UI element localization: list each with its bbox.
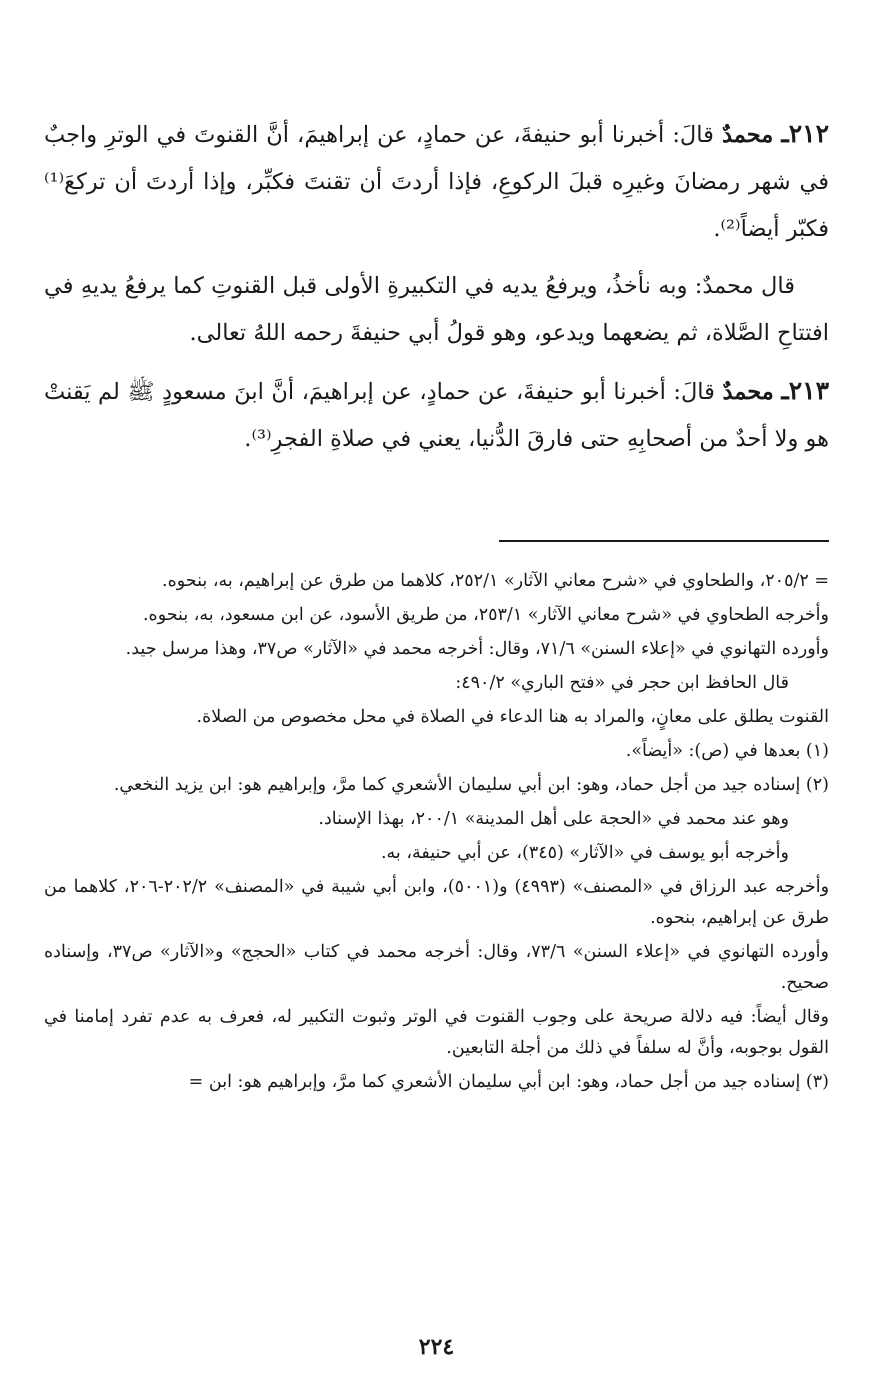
footnote-line: وقال أيضاً: فيه دلالة صريحة على وجوب القنوت في الوتر وثبوت التكبير له، فعرف به عدم تفرد إمامنا في القول بوجوبه، وأنَّ له سلفاً في ذلك من أجلة التابعين. [44,1007,829,1058]
footnote-1: (١) بعدها في (ص): «أيضاً». [625,741,829,761]
muhammad-comment [44,263,829,357]
narrator-name: محمدٌ [721,122,774,148]
narrator-name: محمدٌ [722,379,774,405]
hadith-212 [44,110,829,253]
footnote-line: وأخرجه أبو يوسف في «الآثار» (٣٤٥)، عن أبي حنيفة، به. [380,843,789,863]
footnotes [44,566,829,1101]
hadith-number: ٢١٢ـ [781,119,830,148]
hadith-text: قالَ: أخبرنا أبو حنيفةَ، عن حمادٍ، عن إبراهيمَ، أنَّ ابنَ مسعودٍ ﷺ لم يَقنتْ هو ولا أحدٌ من أصحابِهِ حتى فارقَ الدُّنيا، يعني في صلاةِ الفجرِ⁽³⁾. [44,379,829,452]
footnote-divider [499,540,829,542]
footnote-line: وهو عند محمد في «الحجة على أهل المدينة» ٢٠٠/١، بهذا الإسناد. [318,809,789,829]
footnote-line: وأخرجه الطحاوي في «شرح معاني الآثار» ٢٥٣/١، من طريق الأسود، عن ابن مسعود، به، بنحوه. [142,605,829,625]
footnote-line: وأخرجه عبد الرزاق في «المصنف» (٤٩٩٣) و(٥٠٠١)، وابن أبي شيبة في «المصنف» ٢٠٢/٢-٢٠٦، كلاهما من طرق عن إبراهيم، بنحوه. [44,877,830,928]
footnote-3: (٣) إسناده جيد من أجل حماد، وهو: ابن أبي سليمان الأشعري كما مرَّ، وإبراهيم هو: ابن = [188,1072,829,1092]
hadith-213 [44,367,829,463]
footnote-line: وأورده التهانوي في «إعلاء السنن» ٧١/٦، وقال: أخرجه محمد في «الآثار» ص٣٧، وهذا مرسل جيد. [125,639,829,659]
footnote-2: (٢) إسناده جيد من أجل حماد، وهو: ابن أبي سليمان الأشعري كما مرَّ، وإبراهيم هو: ابن يزيد النخعي. [113,775,829,795]
page-number: ٢٢٤ [418,1334,455,1360]
footnote-line: قال الحافظ ابن حجر في «فتح الباري» ٤٩٠/٢: [455,673,789,693]
book-page [44,0,829,1387]
hadith-number: ٢١٣ـ [781,376,830,405]
footnote-line: وأورده التهانوي في «إعلاء السنن» ٧٣/٦، وقال: أخرجه محمد في كتاب «الحجج» و«الآثار» ص٣٧، وإسناده صحيح. [44,942,829,993]
main-text [44,110,829,473]
footnote-line: القنوت يطلق على معانٍ، والمراد به هنا الدعاء في الصلاة في محل مخصوص من الصلاة. [196,707,829,727]
comment-text: قال محمدٌ: وبه نأخذُ، ويرفعُ يديه في التكبيرةِ الأولى قبل القنوتِ كما يرفعُ يديهِ في افتتاحِ الصَّلاة، ثم يضعهما ويدعو، وهو قولُ أبي حنيفةَ رحمه اللهُ تعالى. [44,273,829,346]
footnote-continued: = ٢٠٥/٢، والطحاوي في «شرح معاني الآثار» ٢٥٢/١، كلاهما من طرق عن إبراهيم، به، بنحوه. [162,571,829,591]
hadith-text: قالَ: أخبرنا أبو حنيفةَ، عن حمادٍ، عن إبراهيمَ، أنَّ القنوتَ في الوترِ واجبٌ في شهر رمضانَ وغيرِه قبلَ الركوعِ، فإذا أردتَ أن تقنتَ فكبِّر، وإذا أردتَ أن تركعَ⁽¹⁾ فكبّر أيضاً⁽²⁾. [44,122,829,242]
